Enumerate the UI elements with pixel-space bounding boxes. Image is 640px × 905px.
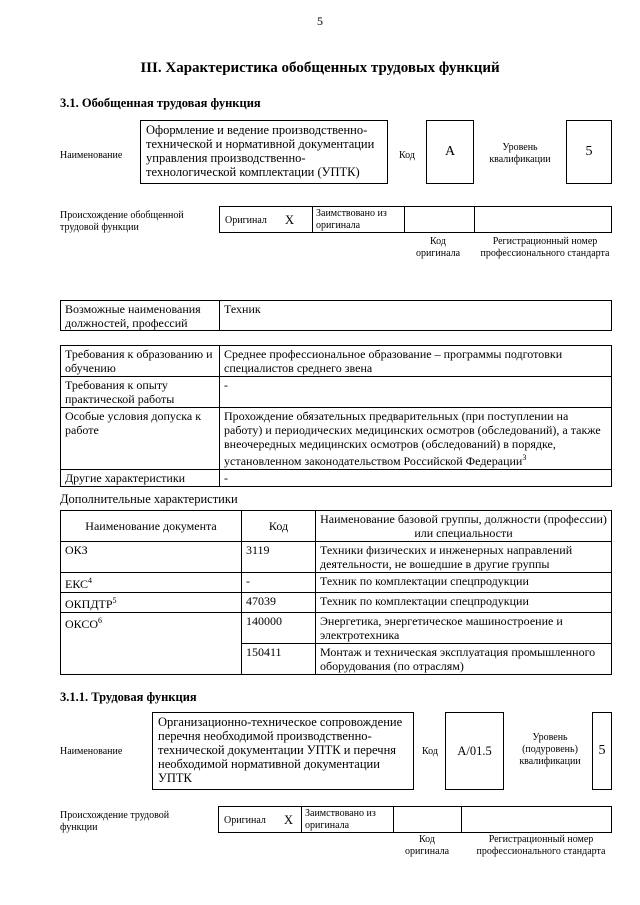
tf-level-label: Уровень (подуровень) квалификации	[519, 732, 581, 767]
divider	[393, 807, 394, 832]
requirement-label: Особые условия допуска к работе	[61, 408, 220, 470]
tf-code-original-label: Код оригинала	[404, 834, 450, 857]
column-header: Наименование документа	[61, 511, 242, 542]
footnote-marker: 3	[522, 453, 527, 462]
table-row	[61, 573, 612, 593]
gtf-level-label: Уровень квалификации	[489, 142, 551, 165]
doc-name: ОКПДТР	[65, 597, 113, 611]
gtf-name-value: Оформление и ведение производственно-технической и нормативной документации управления производственно-технологической комплектации (УПТК)	[140, 120, 388, 184]
footnote-marker: 5	[112, 596, 117, 605]
gtf-name-label: Наименование	[60, 150, 123, 161]
name-cell: Техник по комплектации спецпродукции	[316, 573, 612, 593]
requirement-label: Требования к образованию и обучению	[61, 346, 220, 377]
divider	[474, 207, 475, 232]
table-row	[61, 377, 612, 408]
code-cell: 140000	[242, 613, 316, 644]
name-cell: Техники физических и инженерных направлений деятельности, не вошедшие в другие группы	[316, 542, 612, 573]
name-cell: Техник по комплектации спецпродукции	[316, 593, 612, 613]
tf-name-value: Организационно-техническое сопровождение перечня необходимой производственно-технической документации УПТК и перечня необходимой нормативной документации УПТК	[152, 712, 414, 790]
page-number: 5	[317, 14, 323, 28]
doc-name: ОКЗ	[65, 543, 88, 557]
tf-heading: 3.1.1. Трудовая функция	[60, 690, 197, 704]
gtf-original-label: Оригинал	[225, 215, 267, 226]
tf-name-label: Наименование	[60, 746, 123, 757]
additional-title: Дополнительные характеристики	[60, 492, 238, 506]
gtf-origin-label: Происхождение обобщенной трудовой функции	[60, 210, 184, 233]
doc-cell	[61, 573, 242, 593]
requirement-label: Требования к опыту практической работы	[61, 377, 220, 408]
gtf-reg-number-label: Регистрационный номер профессионального стандарта	[480, 236, 610, 259]
divider	[461, 807, 462, 832]
positions-label: Возможные наименования должностей, профессий	[60, 300, 220, 331]
column-header: Код	[242, 511, 316, 542]
requirement-value: -	[220, 470, 612, 487]
tf-borrowed-label: Заимствовано из оригинала	[305, 808, 376, 831]
code-cell: -	[242, 573, 316, 593]
requirements-table	[60, 345, 612, 487]
tf-level-value: 5	[592, 712, 612, 790]
table-row	[61, 346, 612, 377]
requirement-value: -	[220, 377, 612, 408]
doc-cell	[61, 613, 242, 675]
gtf-code-value: А	[426, 120, 474, 184]
table-row	[61, 470, 612, 487]
requirement-value-cell	[220, 408, 612, 470]
requirement-value: Среднее профессиональное образование – программы подготовки специалистов среднего звена	[220, 346, 612, 377]
tf-original-mark: Х	[284, 813, 294, 827]
gtf-code-original-label: Код оригинала	[415, 236, 461, 259]
gtf-code-label: Код	[399, 150, 415, 161]
code-cell: 3119	[242, 542, 316, 573]
positions-value: Техник	[219, 300, 612, 331]
doc-cell	[61, 593, 242, 613]
tf-code-value: А/01.5	[445, 712, 504, 790]
gtf-original-mark: Х	[285, 213, 295, 227]
code-cell: 47039	[242, 593, 316, 613]
doc-name: ОКСО	[65, 617, 99, 631]
divider	[312, 207, 313, 232]
column-header: Наименование базовой группы, должности (профессии) или специальности	[316, 511, 612, 542]
table-row	[61, 542, 612, 573]
gtf-origin-box	[219, 206, 612, 233]
tf-origin-label: Происхождение трудовой функции	[60, 810, 170, 833]
divider	[301, 807, 302, 832]
tf-original-label: Оригинал	[224, 815, 266, 826]
table-header-row	[61, 511, 612, 542]
gtf-borrowed-label: Заимствовано из оригинала	[316, 208, 387, 231]
doc-cell	[61, 542, 242, 573]
name-cell: Энергетика, энергетическое машиностроение и электротехника	[316, 613, 612, 644]
footnote-marker: 6	[98, 616, 103, 625]
tf-code-label: Код	[422, 746, 438, 757]
requirement-label: Другие характеристики	[61, 470, 220, 487]
doc-name: ЕКС	[65, 577, 89, 591]
tf-origin-box	[218, 806, 612, 833]
gtf-level-value: 5	[566, 120, 612, 184]
table-row	[61, 408, 612, 470]
tf-reg-number-label: Регистрационный номер профессионального стандарта	[476, 834, 606, 857]
footnote-marker: 4	[88, 576, 93, 585]
name-cell: Монтаж и техническая эксплуатация промышленного оборудования (по отраслям)	[316, 644, 612, 675]
divider	[404, 207, 405, 232]
table-row	[61, 613, 612, 644]
requirement-value: Прохождение обязательных предварительных (при поступлении на работу) и периодических медицинских осмотров (обследований), а также внеочередных медицинских осмотров (обследований) в порядке, установленном законодательством Российской Федерации	[224, 409, 601, 468]
gtf-heading: 3.1. Обобщенная трудовая функция	[60, 96, 261, 110]
additional-table	[60, 510, 612, 675]
section-title: III. Характеристика обобщенных трудовых функций	[140, 60, 500, 76]
code-cell: 150411	[242, 644, 316, 675]
table-row	[61, 593, 612, 613]
